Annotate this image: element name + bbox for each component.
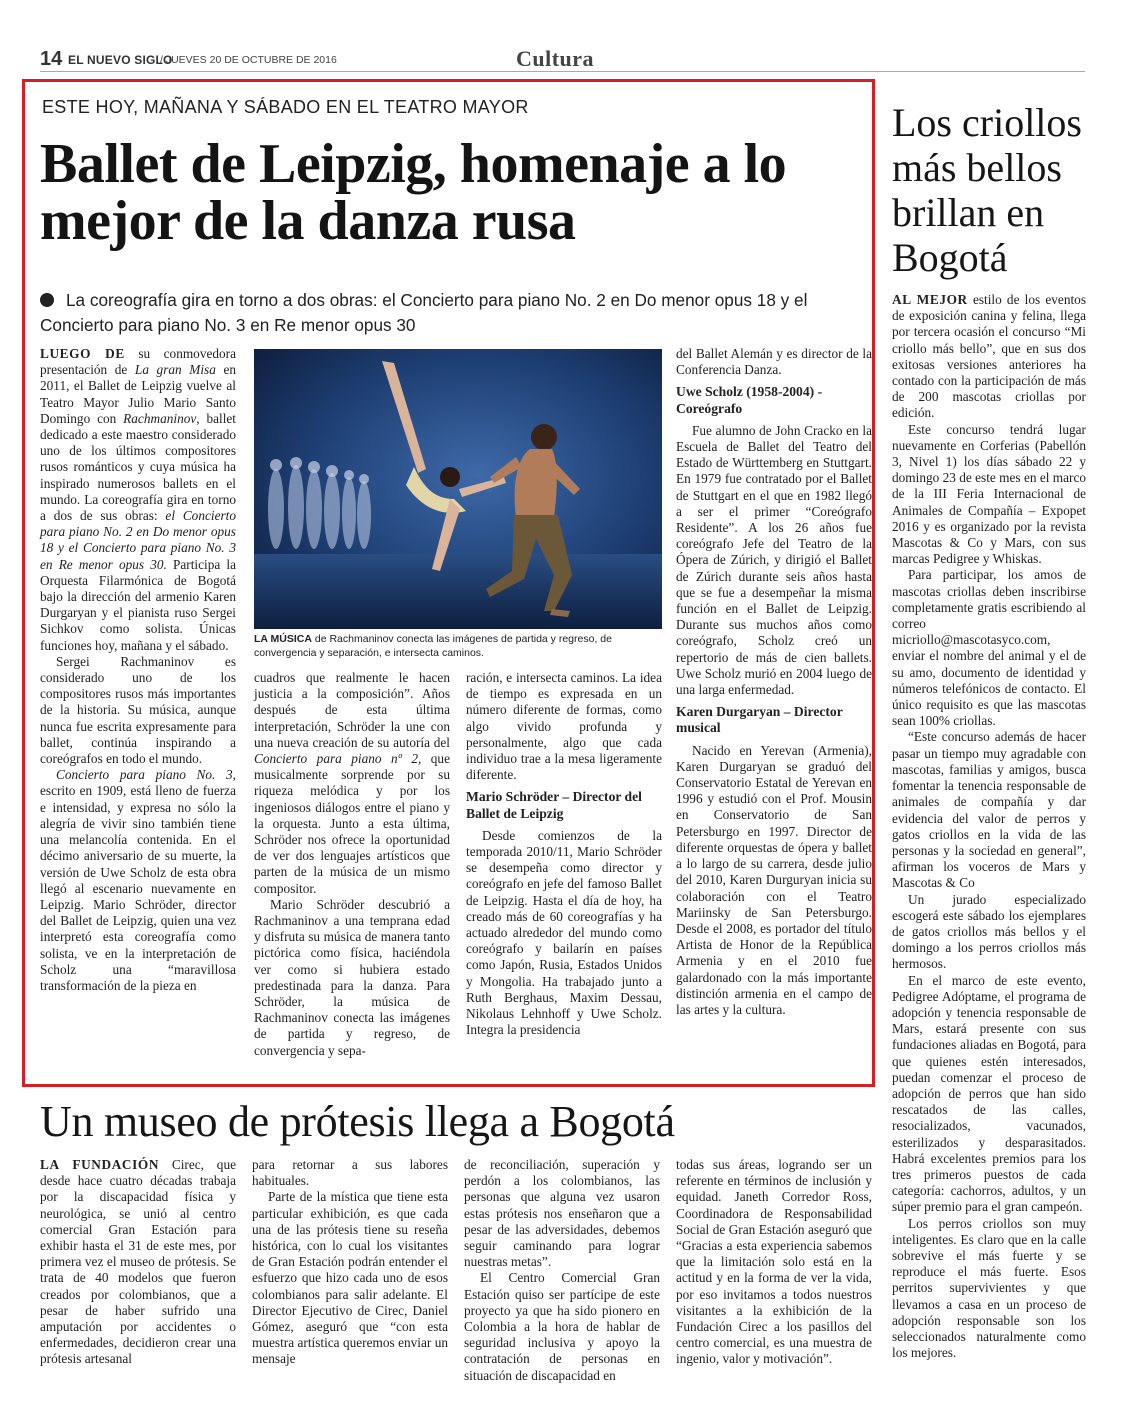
paragraph: Para participar, los amos de mascotas criollas deben inscribirse completamente gratis escribiendo al correo micriollo@mascotasyco.com, enviar el nombre del animal y el de su amo, documento de identidad y números telefónicos de contacto. El único requisito es que las mascotas sean 100% criollas. xyxy=(892,567,1086,729)
paragraph xyxy=(40,1157,236,1368)
paragraph: Sergei Rachmaninov es considerado uno de los compositores rusos más importantes de la historia. Su música, aunque nunca fue escrita expresamente para ballet, continúa inspirando a coreógrafos en todo el mundo. xyxy=(40,653,236,767)
subheading: Uwe Scholz (1958-2004) - Coreógrafo xyxy=(676,384,823,416)
bullet-icon xyxy=(40,293,54,307)
paragraph: del Ballet Alemán y es director de la Conferencia Danza. xyxy=(676,346,872,378)
paragraph: Este concurso tendrá lugar nuevamente en Corferias (Pabellón 3, Nivel 1) los días sábado 22 y domingo 23 de este mes en el marco de la III Feria Internacional de Animales de Compañía – Expopet 2016 y es organizado por la revista Mascotas & Co y Mars, con sus marcas Pedigree y Whiskas. xyxy=(892,421,1086,567)
paragraph: “Este concurso además de hacer pasar un tiempo muy agradable con mascotas, familias y amigos, busca fomentar la tenencia responsable de animales de compañía y dar evidencia del valor de perros y gatos criollos en la vida de las personas y la sociedad en general”, afirman los voceros de Mars y Mascotas & Co xyxy=(892,729,1086,891)
paragraph: Parte de la mística que tiene esta particular exhibición, es que cada una de las prótesis tiene su reseña histórica, con lo cual los visitantes de Gran Estación podrán entender el esfuerzo que hizo cada uno de esos colombianos para salir adelante. El Director Ejecutivo de Cirec, Daniel Gómez, aseguró que “con esta muestra artística queremos enviar un mensaje xyxy=(252,1189,448,1367)
text: en 2011, el Ballet de Leipzig vuelve al Teatro Mayor Julio Mario Santo Domingo con xyxy=(40,362,236,426)
paragraph: de reconciliación, superación y perdón a los colombianos, las personas que alguna vez usaron estas prótesis nos enseñaron que a pesar de las adversidades, debemos seguir caminando para lograr nuestras metas”. xyxy=(464,1157,660,1270)
text: cuadros que realmente le hacen justicia a la composición”. Años después de esta última interpretación, Schröder la une con una nueva creación de su autoría del xyxy=(254,670,450,750)
issue-date: / JUEVES 20 DE OCTUBRE DE 2016 xyxy=(160,54,337,66)
paragraph: Mario Schröder descubrió a Rachmaninov a una temprana edad y disfruta su música de manera tanto pictórica como física, haciéndola ver como si hubiera estado predestinada para la danza. Para Schröder, la música de Rachmaninov conecta las imágenes de partida y regreso, de convergencia y sepa- xyxy=(254,896,450,1058)
newspaper-name: EL NUEVO SIGLO xyxy=(68,53,173,67)
page-number: 14 xyxy=(40,48,63,70)
paragraph: Desde comienzos de la temporada 2010/11, Mario Schröder se desempeña como director y coreógrafo en jefe del famoso Ballet de Leipzig. Hasta el día de hoy, ha creado más de 60 coreografías y ha actuado alrededor del mundo como coreógrafo y bailarín en países como Japón, Rusia, Estados Unidos y Mongolia. Ha trabajado junto a Ruth Berghaus, Maxim Dessau, Nikolaus Lehnhoff y Uwe Scholz. Integra la presidencia xyxy=(466,827,662,1038)
sidebar-body xyxy=(892,292,1086,1361)
subheading: Karen Durgaryan – Director musical xyxy=(676,704,843,736)
bottom-column-3 xyxy=(464,1157,660,1384)
work-title: La gran Misa xyxy=(134,362,216,378)
lead-words: LUEGO DE xyxy=(40,346,125,361)
photo-caption xyxy=(254,633,662,660)
text: estilo de los eventos de exposición canina y felina, llega por tercera ocasión el concurso “Mi criollo más bello”, que en sus dos exitosas versiones anteriores ha contado con la participación de más de 200 mascotas criollas por edición. xyxy=(892,292,1087,421)
work-title: Concierto para piano nº 2, xyxy=(254,751,422,767)
text: Cirec, que desde hace cuatro décadas trabaja por la discapacidad física y neurológica, se unió al centro comercial Gran Estación para exhibir hasta el 31 de este mes, por primera vez el museo de prótesis. Se trata de 40 modelos que fueron creados por colombianos, que a pesar de haber sufrido una amputación por accidentes o enfermedades, decidieron crear una prótesis artesanal xyxy=(40,1157,236,1367)
lead-words: AL MEJOR xyxy=(892,292,968,307)
caption-text: de Rachmaninov conecta las imágenes de partida y regreso, de convergencia y separación, e intersecta caminos. xyxy=(254,633,612,659)
paragraph: Los perros criollos son muy inteligentes. Es claro que en la calle sobrevive el más fuerte y se reproduce el más fuerte. Esos perritos supervivientes y que llevamos a casa en un proceso de adopción responsable son los seleccionados naturalmente como los mejores. xyxy=(892,1215,1086,1361)
text: Participa la Orquesta Filarmónica de Bogotá bajo la dirección del armenio Karen Durgaryan y el pianista ruso Sergei Sichkov como solista. Únicas funciones hoy, mañana y el sábado. xyxy=(40,556,236,653)
paragraph xyxy=(40,346,236,654)
article-column-1 xyxy=(40,346,236,994)
bottom-column-2 xyxy=(252,1157,448,1368)
text: que musicalmente sorprende por su riqueza melódica y por los ingeniosos diálogos entre el piano y la orquesta. Junto a esta última, Schröder nos ofrece la oportunidad de ver dos lenguajes artísticos que parten de la música de un mismo compositor. xyxy=(254,751,450,896)
deck-text: La coreografía gira en torno a dos obras: el Concierto para piano No. 2 en Do menor opus 18 y el Concierto para piano No. 3 en Re menor opus 30 xyxy=(40,290,808,335)
article-kicker: ESTE HOY, MAÑANA Y SÁBADO EN EL TEATRO MAYOR xyxy=(42,97,529,117)
article-headline: Ballet de Leipzig, homenaje a lo mejor de la danza rusa xyxy=(40,133,787,252)
paragraph: para retornar a sus labores habituales. xyxy=(252,1157,448,1189)
sidebar-headline: Los criollos más bellos brillan en Bogotá xyxy=(892,100,1082,280)
text: , ballet dedicado a este maestro considerado uno de los últimos compositores rusos románticos y cuya música ha inspirado numerosos ballets en el mundo. La coreografía gira en torno a dos de sus obras: xyxy=(40,410,236,524)
text: escrito en 1909, está lleno de fuerza e intensidad, y expresa no sólo la alegría de vivir sino también tiene una melancolía contenida. En el décimo aniversario de su muerte, la versión de Uwe Scholz de esta obra llegó al escenario nuevamente en Leipzig. Mario Schröder, director del Ballet de Leipzig, quien una vez interpretó esta coreografía como solista, ve en la interpretación de Scholz una “maravillosa transformación de la pieza en xyxy=(40,783,236,993)
work-title: el Concierto para piano No. 2 en Do menor opus 18 y el Concierto para piano No. 3 en Re menor opus 30. xyxy=(40,508,236,572)
caption-lead: LA MÚSICA xyxy=(254,633,312,645)
section-name: Cultura xyxy=(516,46,595,71)
article-column-2 xyxy=(254,670,450,1059)
work-title: Concierto para piano No. 3, xyxy=(56,767,236,783)
paragraph xyxy=(254,670,450,897)
lead-words: LA FUNDACIÓN xyxy=(40,1157,160,1172)
paragraph: todas sus áreas, logrando ser un referente en términos de inclusión y equidad. Janeth Corredor Ross, Coordinadora de Responsabilidad Social de Gran Estación aseguró que “Gracias a esta experiencia sabemos que la limitación solo está en la actitud y en la forma de ver la vida, por eso invitamos a todos nuestros visitantes a la exhibición de la Fundación Cirec a los pasillos del centro comercial, es una muestra de ingenio, valor y motivación”. xyxy=(676,1157,872,1367)
bottom-column-1 xyxy=(40,1157,236,1368)
text: su conmovedora presentación de xyxy=(40,346,237,378)
ballet-photo xyxy=(254,349,662,629)
paragraph: El Centro Comercial Gran Estación quiso ser partícipe de este proyecto ya que ha sido pionero en Colombia a la hora de hablar de seguridad inclusiva y apoyo la contratación de personas en situación de discapacidad en xyxy=(464,1270,660,1383)
paragraph: ración, e intersecta caminos. La idea de tiempo es expresada en un número diferente de formas, como algo vivido profunda y personalmente, algo que cada individuo trae a la mesa ligeramente diferente. xyxy=(466,670,662,783)
bottom-headline: Un museo de prótesis llega a Bogotá xyxy=(40,1097,675,1146)
bottom-column-4 xyxy=(676,1157,872,1368)
paragraph: Fue alumno de John Cracko en la Escuela de Ballet del Teatro del Estado de Württemberg en Stuttgart. En 1979 fue contratado por el Ballet de Stuttgart en el que en 1982 llegó a ser el primer “Coreógrafo Residente”. A los 26 años fue coreógrafo Jefe del Teatro de la Ópera de Zúrich, y dirigió el Ballet de Zúrich durante seis años hasta que se fue a desempeñar la misma función en el Ballet de Leipzig. Durante sus muchos años como coreógrafo, Scholz creó un repertorio de más de cien ballets. Uwe Scholz murió en 2004 luego de una larga enfermedad. xyxy=(676,422,872,698)
article-column-4 xyxy=(676,346,872,1018)
paragraph: Un jurado especializado escogerá este sábado los ejemplares de gatos criollos más bellos y el domingo a los perros criollos más hermosos. xyxy=(892,891,1086,972)
subheading: Mario Schröder – Director del Ballet de Leipzig xyxy=(466,789,642,821)
work-title: Rachmaninov xyxy=(123,410,197,426)
article-column-3 xyxy=(466,670,662,1038)
header-rule xyxy=(40,71,1085,72)
article-deck xyxy=(40,288,870,338)
paragraph xyxy=(892,292,1086,422)
paragraph: Nacido en Yerevan (Armenia), Karen Durgaryan se graduó del Conservatorio Estatal de Yerevan en 1996 y estudió con el Prof. Mousin en Conservatorio de San Petersburgo en 1997. Director de diferente orquestas de ópera y ballet a lo largo de su carrera, desde julio del 2010, Karen Durguryan inicia su colaboración con el Teatro Mariinsky de San Petersburgo. Desde el 2008, es portador del título Artista de Honor de la República Armenia y en el 2010 fue galardonado con la más importante distinción armenia en el campo de las artes y la cultura. xyxy=(676,742,872,1017)
paragraph: En el marco de este evento, Pedigree Adóptame, el programa de adopción y tenencia responsable de Mars, estará presente con sus fundaciones aliadas en Bogotá, para que quienes estén interesados, puedan comenzar el proceso de adopción de perros que han sido rescatados de las calles, resocializados, vacunados, esterilizados y desparasitados. Habrá excelentes premios para los tres primeros puestos de cada categoría: cachorros, adultos, y un súper premio para el gran campeón. xyxy=(892,972,1086,1215)
paragraph xyxy=(40,767,236,994)
